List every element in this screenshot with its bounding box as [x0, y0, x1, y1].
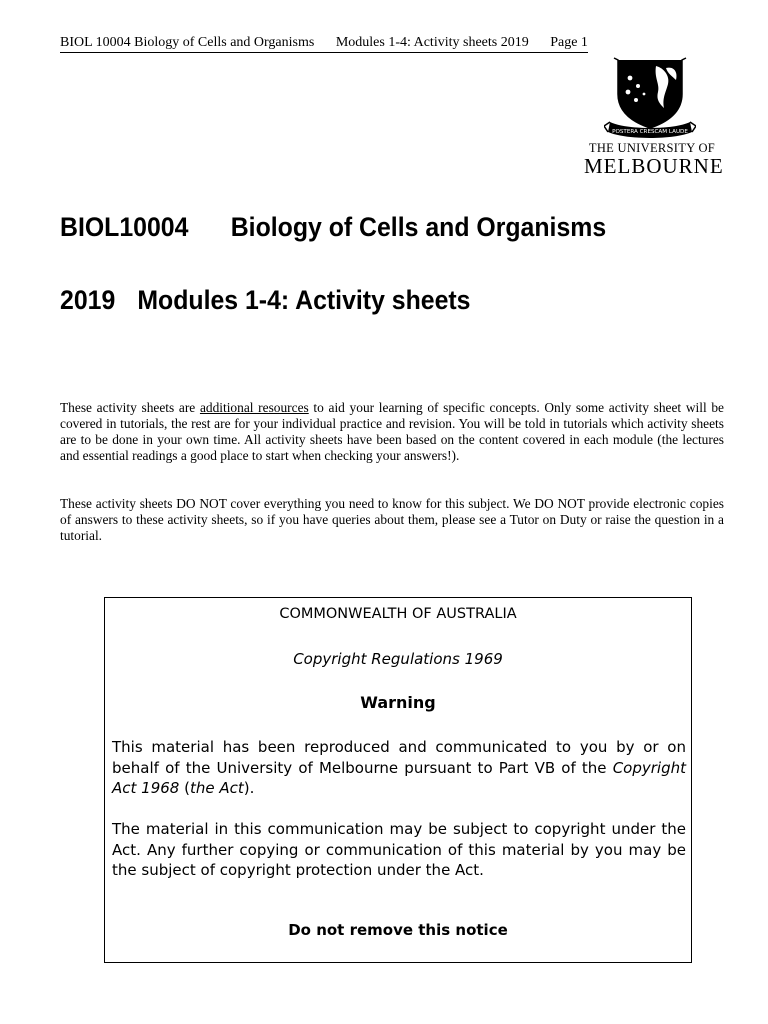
- notice-the-act: the Act: [189, 779, 244, 797]
- page-header: [60, 35, 588, 53]
- document-title: [60, 212, 606, 243]
- notice-act-name: Copyright Act 1968: [112, 758, 686, 797]
- university-name-line1: THE UNIVERSITY OF: [588, 141, 716, 155]
- intro-paragraph-1: [60, 400, 724, 464]
- notice-title: COMMONWEALTH OF AUSTRALIA: [279, 606, 517, 622]
- notice-paragraph-2: The material in this communication may be subject to copyright under the Act. Any further copying or communication of this material by you may be the subject of copyright protection under the Act.: [112, 820, 686, 879]
- notice-footer: Do not remove this notice: [288, 921, 508, 939]
- university-logo: [584, 56, 724, 180]
- course-code: BIOL10004: [60, 212, 189, 242]
- university-crest-icon: [604, 56, 696, 138]
- header-modules: Modules 1-4: Activity sheets 2019: [335, 35, 529, 50]
- additional-resources-text: additional resources: [199, 400, 309, 415]
- document-subtitle-text: Modules 1-4: Activity sheets: [137, 285, 471, 315]
- notice-p1-text: This material has been reproduced and communicated to you by or on behalf of the University of Melbourne pursuant to Part VB of the: [112, 738, 686, 777]
- header-course: BIOL 10004 Biology of Cells and Organisms: [60, 35, 315, 50]
- header-page-number: Page 1: [550, 35, 588, 50]
- course-name: Biology of Cells and Organisms: [230, 212, 607, 242]
- notice-p1-end: ).: [243, 779, 255, 797]
- crest-motto: POSTERA CRESCAM LAUDE: [612, 129, 688, 135]
- copyright-notice: [104, 597, 692, 963]
- intro-text-end: to aid your learning of specific concepts. Only some activity sheet will be covered in tutorials, the rest are for your individual practice and revision. You will be told in tutorials which activity sheets are to be done in your own time. All activity sheets have been based on the content covered in each module (the lectures and essential readings a good place to start when checking your answers!).: [60, 400, 724, 463]
- intro-text-start: These activity sheets are: [60, 400, 200, 415]
- document-subtitle: [60, 285, 470, 316]
- university-name-line2: MELBOURNE: [584, 154, 724, 178]
- notice-p1-paren: (: [179, 779, 190, 797]
- notice-regulations: Copyright Regulations 1969: [293, 650, 503, 668]
- document-year: 2019: [60, 285, 116, 315]
- intro-paragraph-2: These activity sheets DO NOT cover everything you need to know for this subject. We DO NOT provide electronic copies of answers to these activity sheets, so if you have queries about them, please see a Tutor on Duty or raise the question in a tutorial.: [60, 496, 724, 543]
- notice-warning: Warning: [360, 693, 436, 712]
- notice-paragraph-1: [112, 737, 686, 799]
